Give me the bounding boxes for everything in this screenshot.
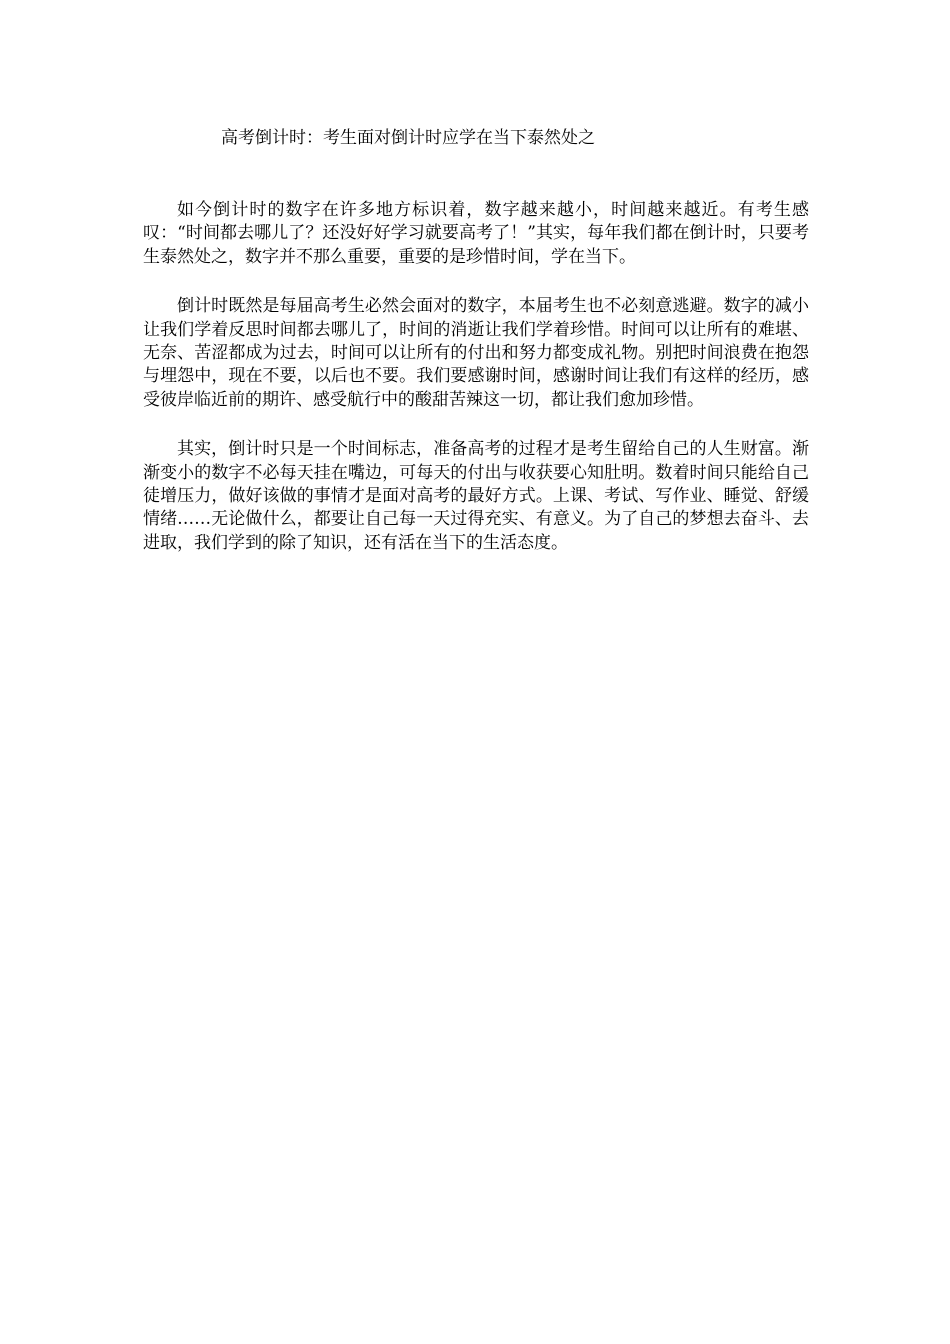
paragraph-1: 如今倒计时的数字在许多地方标识着，数字越来越小，时间越来越近。有考生感叹：“时间都去哪儿了？还没好好学习就要高考了！”其实，每年我们都在倒计时，只要考生泰然处之，数字并不那么重要，重要的是珍惜时间，学在当下。 [143,200,809,267]
paragraph-3: 其实，倒计时只是一个时间标志，准备高考的过程才是考生留给自己的人生财富。渐渐变小的数字不必每天挂在嘴边，可每天的付出与收获要心知肚明。数着时间只能给自己徒增压力，做好该做的事情才是面对高考的最好方式。上课、考试、写作业、睡觉、舒缓情绪……无论做什么，都要让自己每一天过得充实、有意义。为了自己的梦想去奋斗、去进取，我们学到的除了知识，还有活在当下的生活态度。 [143,439,809,553]
document-body [143,199,809,581]
paragraph-2: 倒计时既然是每届高考生必然会面对的数字，本届考生也不必刻意逃避。数字的减小让我们学着反思时间都去哪儿了，时间的消逝让我们学着珍惜。时间可以让所有的难堪、无奈、苦涩都成为过去，时间可以让所有的付出和努力都变成礼物。别把时间浪费在抱怨与埋怨中，现在不要，以后也不要。我们要感谢时间，感谢时间让我们有这样的经历，感受彼岸临近前的期许、感受航行中的酸甜苦辣这一切，都让我们愈加珍惜。 [143,296,809,410]
document-title: 高考倒计时：考生面对倒计时应学在当下泰然处之 [221,128,595,148]
